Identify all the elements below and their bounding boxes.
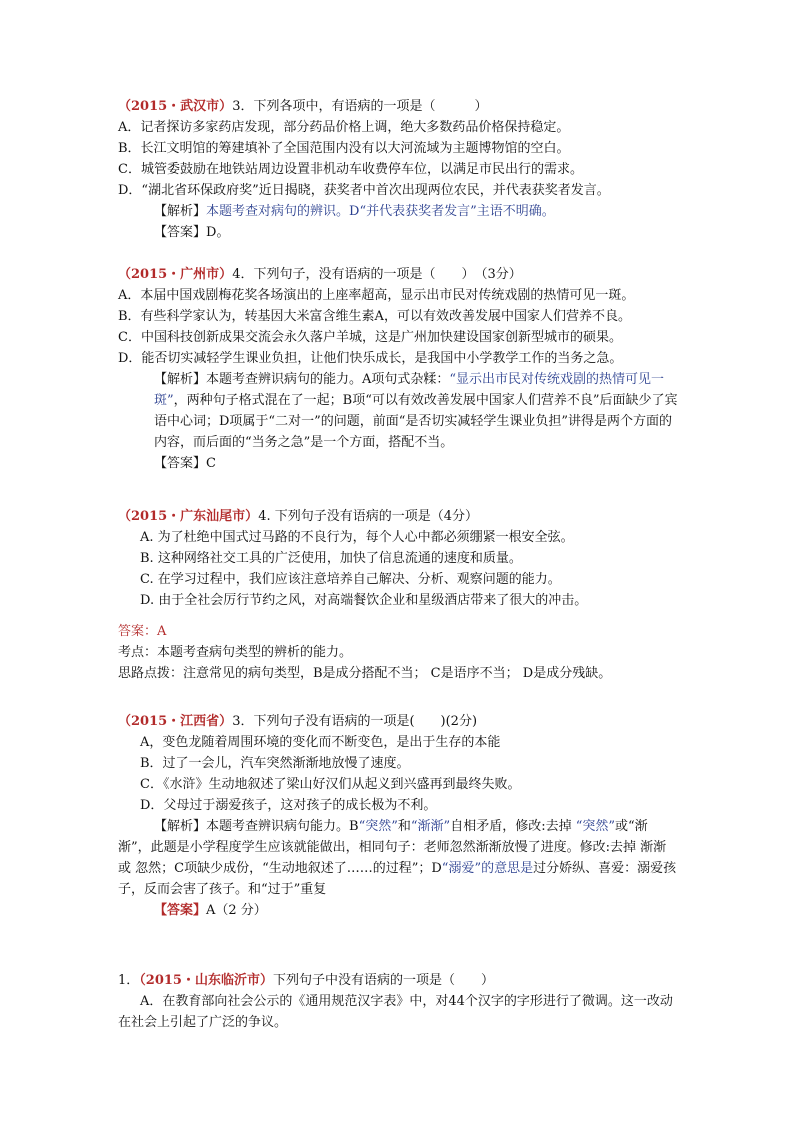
analysis-text-part2: 和: [397, 819, 411, 834]
question-block-guangzhou: [118, 264, 678, 474]
question-source-tag: （2015・广州市）: [118, 267, 233, 282]
kaodian-line: 考点：本题考查病句类型的辨析的能力。: [118, 645, 353, 660]
option-a: A．在教育部向社会公示的《通用规范汉字表》中，对44个汉字的字形进行了微调。这一改动在社会上引起了广泛的争议。: [118, 994, 673, 1030]
option-b: B．过了一会儿，汽车突然渐渐地放慢了速度。: [140, 756, 410, 771]
analysis-label: 【解析】: [154, 204, 207, 219]
option-c: C．《水浒》生动地叙述了梁山好汉们从起义到兴盛再到最终失败。: [140, 777, 521, 792]
option-c: C．城管委鼓励在地铁站周边设置非机动车收费停车位，以满足市民出行的需求。: [118, 162, 583, 177]
option-b: B．有些科学家认为，转基因大米富含维生素A，可以有效改善发展中国家人们营养不良。: [118, 309, 631, 324]
answer-line: [118, 900, 678, 921]
question-stem: [118, 264, 678, 285]
analysis-label: 【解析】: [154, 819, 207, 834]
answer-line: [118, 453, 678, 474]
option-c: C．中国科技创新成果交流会永久落户羊城，这是广州加快建设国家创新型城市的硕果。: [118, 330, 622, 345]
option-a: A．记者探访多家药店发现，部分药品价格上调，绝大多数药品价格保持稳定。: [118, 120, 570, 135]
analysis-quote-3: “突然”: [575, 819, 615, 834]
analysis-text-part1: 本题考查辨识病句的能力。A项句式杂糅：: [206, 372, 450, 387]
analysis-label: 【解析】: [154, 372, 207, 387]
question-source-tag: （2015・广东汕尾市）: [118, 509, 259, 524]
question-stem: [118, 970, 678, 991]
answer-label: 【答案】: [154, 903, 207, 918]
option-d: D．父母过于溺爱孩子，这对孩子的成长极为不利。: [140, 798, 437, 813]
option-a: A. 为了杜绝中国式过马路的不良行为，每个人心中都必须绷紧一根安全弦。: [140, 530, 574, 545]
question-text: 4．下列句子，没有语病的一项是（ ） （3分）: [232, 267, 522, 282]
analysis-text-part3: 自相矛盾，修改:去掉: [450, 819, 576, 834]
option-d: D．“湖北省环保政府奖”近日揭晓，获奖者中首次出现两位农民，并代表获奖者发言。: [118, 183, 610, 198]
analysis-text: 本题考查对病句的辨识。D“并代表获奖者发言”主语不明确。: [206, 204, 555, 219]
option-a: A．本届中国戏剧梅花奖各场演出的上座率超高，显示出市民对传统戏剧的热情可见一斑。: [118, 288, 635, 303]
option-a: A，变色龙随着周围环境的变化而不断变色，是出于生存的本能: [140, 735, 501, 750]
analysis-text-part4: 或“渐渐”，此题是小学程度学生应该就能做出，相同句子：老师忽然渐渐放慢了进度。修改:去掉 渐渐 或 忽然；C项缺少成份，“生动地叙述了……的过程”；D: [118, 819, 667, 876]
question-source-tag: （2015・武汉市）: [118, 99, 233, 114]
option-b: B. 这种网络社交工具的广泛使用，加快了信息流通的速度和质量。: [140, 551, 522, 566]
answer-label: 【答案】: [154, 456, 207, 471]
analysis-paragraph: [118, 369, 678, 453]
question-source-tag: （2015・江西省）: [118, 714, 233, 729]
silu-line: 思路点拨：注意常见的病句类型，B是成分搭配不当； C是语序不当； D是成分残缺。: [118, 666, 612, 681]
option-d: D. 由于全社会厉行节约之风，对高端餐饮企业和星级酒店带来了很大的冲击。: [140, 593, 588, 608]
option-b: B．长江文明馆的筹建填补了全国范围内没有以大河流域为主题博物馆的空白。: [118, 141, 570, 156]
question-source-tag: （2015・山东临沂市）: [139, 973, 273, 988]
question-block-wuhan: [118, 96, 678, 243]
analysis-quote-2: “渐渐”: [410, 819, 451, 834]
answer-label: 【答案】: [154, 225, 207, 240]
analysis-text-part1: 本题考查辨识病句能力。B: [206, 819, 359, 834]
analysis-quote-1: “突然”: [358, 819, 398, 834]
question-stem: [118, 96, 678, 117]
question-stem: [118, 711, 678, 732]
question-text: 4. 下列句子没有语病的一项是（4分）: [258, 509, 478, 524]
question-text: 下列句子中没有语病的一项是（ ）: [272, 973, 494, 988]
answer-line: 答案：A: [118, 624, 167, 639]
question-block-shanwei: [118, 506, 678, 684]
analysis-paragraph: [118, 816, 678, 900]
option-c: C. 在学习过程中，我们应该注意培养自己解决、分析、观察问题的能力。: [140, 572, 561, 587]
analysis-quote: “显示出市民对传统戏剧的热情可见一斑”: [154, 372, 665, 408]
question-block-linyi: [118, 970, 678, 1033]
answer-line: [118, 222, 678, 243]
question-text: 3．下列各项中，有语病的一项是（ ）: [232, 99, 488, 114]
analysis-line: [118, 201, 678, 222]
question-text: 3．下列句子没有语病的一项是( )(2分): [232, 714, 478, 729]
analysis-quote-4: “溺爱”的意思是: [441, 861, 534, 876]
option-d: D．能否切实减轻学生课业负担，让他们快乐成长，是我国中小学教学工作的当务之急。: [118, 351, 623, 366]
question-stem: [118, 506, 678, 527]
analysis-text-part5: 过分娇纵、喜爱：溺爱孩子，反而会害了孩子。和“过于”重复: [118, 861, 677, 897]
answer-text: C: [206, 456, 216, 471]
question-number: 1．: [118, 973, 140, 988]
answer-text: D。: [206, 225, 230, 240]
question-block-jiangxi: [118, 711, 678, 921]
answer-text: A（2 分）: [206, 903, 267, 918]
analysis-text-part2: ，两种句子格式混在了一起；B项“可以有效改善发展中国家人们营养不良”后面缺少了宾语中心词；D项属于“二对一”的问题，前面“是否切实减轻学生课业负担”讲得是两个方面的内容，而后面的“当务之急”是一个方面，搭配不当。: [154, 393, 678, 450]
